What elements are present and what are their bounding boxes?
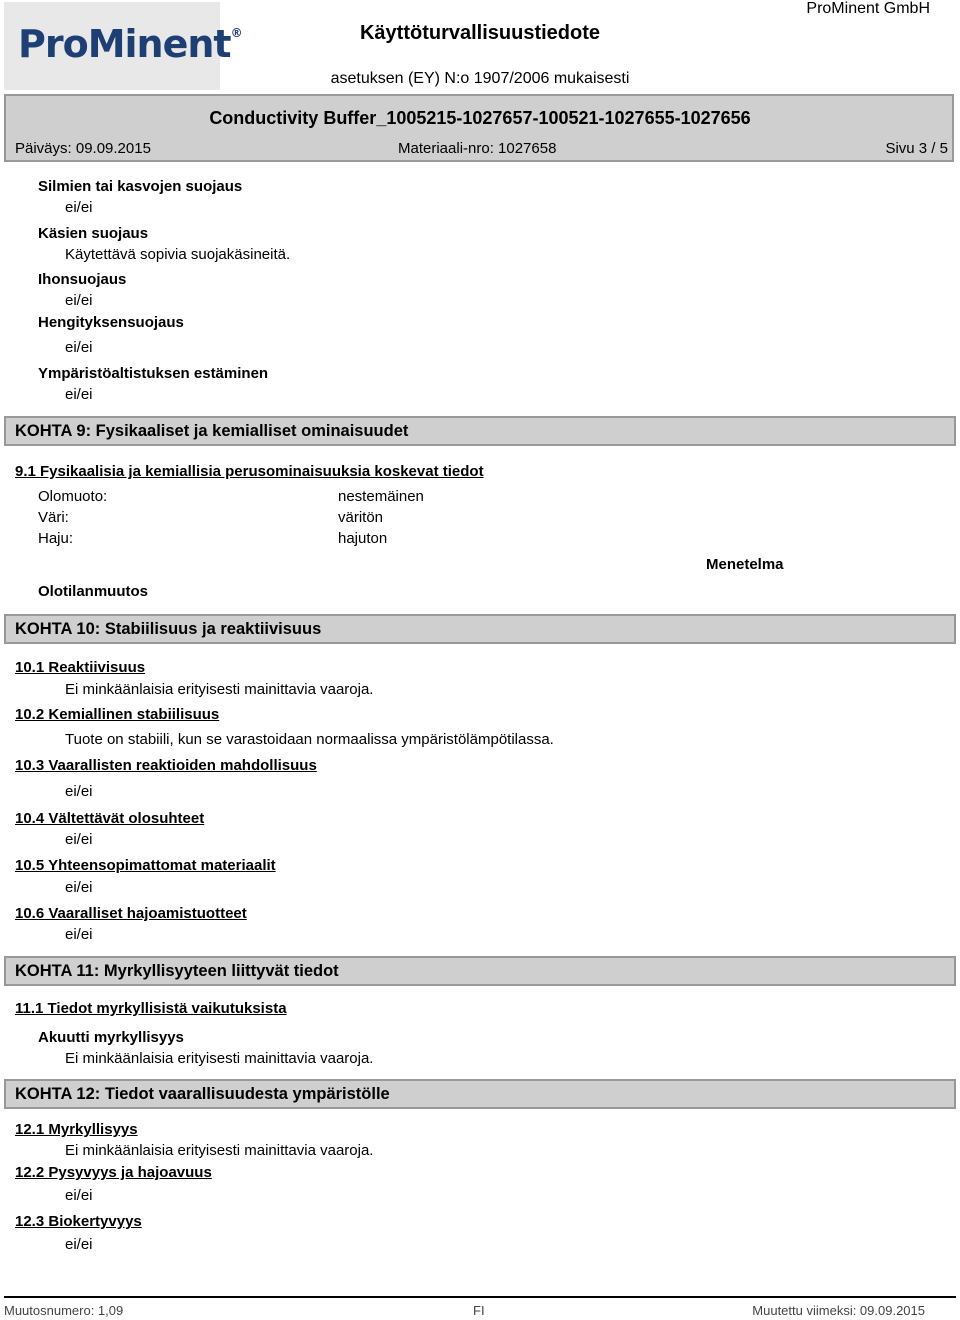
acute-toxicity-value: Ei minkäänlaisia erityisesti mainittavia vaaroja.: [65, 1050, 374, 1067]
method-column-header: Menetelma: [706, 556, 784, 573]
last-modified: Muutettu viimeksi: 09.09.2015: [752, 1303, 925, 1318]
section-12-3-value: ei/ei: [65, 1236, 93, 1253]
section-10-3-heading: 10.3 Vaarallisten reaktioiden mahdollisuus: [15, 757, 317, 774]
property-value: väritön: [338, 509, 384, 526]
section-10-4-value: ei/ei: [65, 831, 93, 848]
skin-protection-label: Ihonsuojaus: [38, 271, 127, 288]
section-10-3-value: ei/ei: [65, 783, 93, 800]
section-12-1-heading: 12.1 Myrkyllisyys: [15, 1121, 138, 1138]
section-9-header: [4, 416, 956, 446]
logo-text: ProMinent: [18, 22, 231, 66]
section-11-1-heading: 11.1 Tiedot myrkyllisistä vaikutuksista: [15, 1000, 287, 1017]
eye-protection-label: Silmien tai kasvojen suojaus: [38, 178, 243, 195]
footer-divider: [4, 1296, 956, 1298]
company-name: ProMinent GmbH: [806, 0, 930, 17]
section-9-1-heading: 9.1 Fysikaalisia ja kemiallisia perusominaisuuksia koskevat tiedot: [15, 463, 484, 480]
section-10-title: KOHTA 10: Stabiilisuus ja reaktiivisuus: [15, 620, 322, 638]
environmental-exposure-label: Ympäristöaltistuksen estäminen: [38, 365, 269, 382]
section-10-1-value: Ei minkäänlaisia erityisesti mainittavia vaaroja.: [65, 681, 374, 698]
property-label: Haju:: [38, 530, 74, 547]
hand-protection-value: Käytettävä sopivia suojakäsineitä.: [65, 246, 291, 263]
respiratory-protection-label: Hengityksensuojaus: [38, 314, 184, 331]
section-11-title: KOHTA 11: Myrkyllisyyteen liittyvät tiedot: [15, 962, 339, 980]
language-code: FI: [473, 1303, 485, 1318]
section-10-6-heading: 10.6 Vaaralliset hajoamistuotteet: [15, 905, 247, 922]
property-value: nestemäinen: [338, 488, 424, 505]
section-10-4-heading: 10.4 Vältettävät olosuhteet: [15, 810, 205, 827]
hand-protection-label: Käsien suojaus: [38, 225, 149, 242]
section-12-title: KOHTA 12: Tiedot vaarallisuudesta ympäristölle: [15, 1085, 390, 1103]
state-change-label: Olotilanmuutos: [38, 583, 148, 600]
page-number: Sivu 3 / 5: [885, 140, 948, 157]
eye-protection-value: ei/ei: [65, 199, 93, 216]
product-name: Conductivity Buffer_1005215-1027657-100521-1027655-1027656: [209, 108, 751, 128]
skin-protection-value: ei/ei: [65, 292, 93, 309]
section-10-header: [4, 614, 956, 644]
environmental-exposure-value: ei/ei: [65, 386, 93, 403]
section-12-2-heading: 12.2 Pysyvyys ja hajoavuus: [15, 1164, 212, 1181]
property-value: hajuton: [338, 530, 388, 547]
section-12-3-heading: 12.3 Biokertyvyys: [15, 1213, 142, 1230]
material-number: Materiaali-nro: 1027658: [398, 140, 557, 157]
document-date: Päiväys: 09.09.2015: [15, 140, 151, 157]
section-9-title: KOHTA 9: Fysikaaliset ja kemialliset ominaisuudet: [15, 422, 409, 440]
section-11-header: [4, 956, 956, 986]
section-10-2-value: Tuote on stabiili, kun se varastoidaan normaalissa ympäristölämpötilassa.: [65, 731, 554, 748]
section-12-header: [4, 1079, 956, 1109]
registered-mark: ®: [230, 26, 242, 40]
section-12-1-value: Ei minkäänlaisia erityisesti mainittavia vaaroja.: [65, 1142, 374, 1159]
section-12-2-value: ei/ei: [65, 1187, 93, 1204]
section-10-2-heading: 10.2 Kemiallinen stabiilisuus: [15, 706, 220, 723]
section-10-5-value: ei/ei: [65, 879, 93, 896]
document-title: Käyttöturvallisuustiedote: [359, 22, 601, 44]
section-10-1-heading: 10.1 Reaktiivisuus: [15, 659, 146, 676]
revision-number: Muutosnumero: 1,09: [4, 1303, 124, 1318]
acute-toxicity-label: Akuutti myrkyllisyys: [38, 1029, 184, 1046]
regulation-line: asetuksen (EY) N:o 1907/2006 mukaisesti: [330, 70, 630, 87]
property-label: Väri:: [38, 509, 69, 526]
section-10-6-value: ei/ei: [65, 926, 93, 943]
section-10-5-heading: 10.5 Yhteensopimattomat materiaalit: [15, 857, 276, 874]
respiratory-protection-value: ei/ei: [65, 339, 93, 356]
property-label: Olomuoto:: [38, 488, 108, 505]
